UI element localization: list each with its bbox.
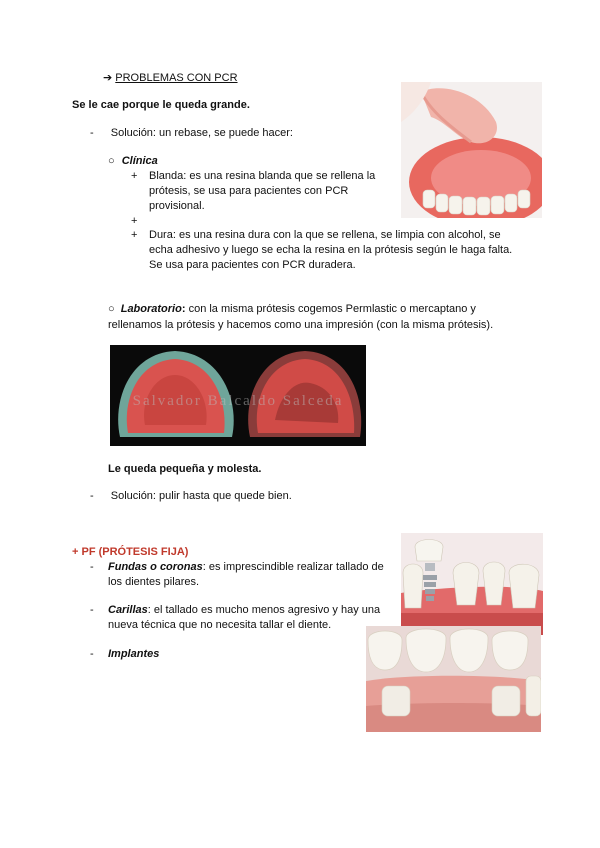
circle-bullet: ○ bbox=[108, 303, 115, 315]
solution-text: Solución: un rebase, se puede hacer: bbox=[110, 127, 293, 139]
arrow-icon: ➔ bbox=[103, 72, 113, 84]
watermark-text: Salvador Balcaldo Salceda bbox=[132, 393, 344, 409]
blanda-line: prótesis, se usa para pacientes con PCR bbox=[149, 185, 349, 197]
dash-bullet: - bbox=[90, 604, 94, 616]
dura-line: echa adhesivo y luego se echa la resina en la prótesis según le haga falta. bbox=[149, 244, 513, 256]
fundas-text: : es imprescindible realizar tallado de bbox=[202, 561, 384, 573]
carillas-line: nueva técnica que no necesita tallar el diente. bbox=[108, 619, 332, 631]
laboratorio-label: Laboratorio bbox=[120, 303, 182, 315]
solution-item bbox=[90, 489, 292, 505]
section-heading bbox=[103, 71, 238, 87]
dura-line: Se usa para pacientes con PCR duradera. bbox=[149, 259, 356, 271]
bridge-photo bbox=[366, 626, 541, 732]
solution-item bbox=[90, 126, 293, 142]
dash-bullet: - bbox=[90, 127, 94, 139]
implantes-label: Implantes bbox=[108, 648, 160, 660]
plus-bullet: + bbox=[131, 229, 138, 241]
fundas-label: Fundas o coronas bbox=[108, 561, 203, 573]
clinica-label: Clínica bbox=[121, 155, 158, 167]
circle-bullet: ○ bbox=[108, 155, 115, 167]
problem-title: Le queda pequeña y molesta. bbox=[108, 463, 262, 475]
dash-bullet: - bbox=[90, 561, 94, 573]
impression-photo bbox=[110, 345, 366, 446]
laboratorio-text: con la misma prótesis cogemos Permlastic o mercaptano y bbox=[185, 303, 476, 315]
carillas-text: : el tallado es mucho menos agresivo y hay una bbox=[147, 604, 381, 616]
solution-text: Solución: pulir hasta que quede bien. bbox=[110, 490, 292, 502]
dash-bullet: - bbox=[90, 490, 94, 502]
heading-text: PROBLEMAS CON PCR bbox=[115, 72, 238, 84]
laboratorio-item bbox=[108, 302, 476, 318]
carillas-label: Carillas bbox=[108, 604, 148, 616]
denture-photo bbox=[401, 82, 542, 218]
plus-bullet: + bbox=[131, 170, 138, 182]
clinica-item bbox=[108, 154, 158, 170]
dura-line: Dura: es una resina dura con la que se rellena, se limpia con alcohol, se bbox=[149, 229, 501, 241]
carillas-item bbox=[108, 603, 380, 619]
blanda-line: Blanda: es una resina blanda que se rellena la bbox=[149, 170, 376, 182]
fundas-item bbox=[108, 560, 384, 576]
dash-bullet: - bbox=[90, 648, 94, 660]
section-heading: + PF (PRÓTESIS FIJA) bbox=[72, 546, 189, 558]
fundas-line: los dientes pilares. bbox=[108, 576, 200, 588]
implant-photo bbox=[401, 533, 543, 635]
blanda-line: provisional. bbox=[149, 200, 205, 212]
laboratorio-line: rellenamos la prótesis y hacemos como una impresión (con la misma prótesis). bbox=[108, 319, 494, 331]
problem-title: Se le cae porque le queda grande. bbox=[72, 99, 250, 111]
plus-bullet: + bbox=[131, 215, 138, 227]
laboratorio-colon: : bbox=[181, 303, 186, 315]
